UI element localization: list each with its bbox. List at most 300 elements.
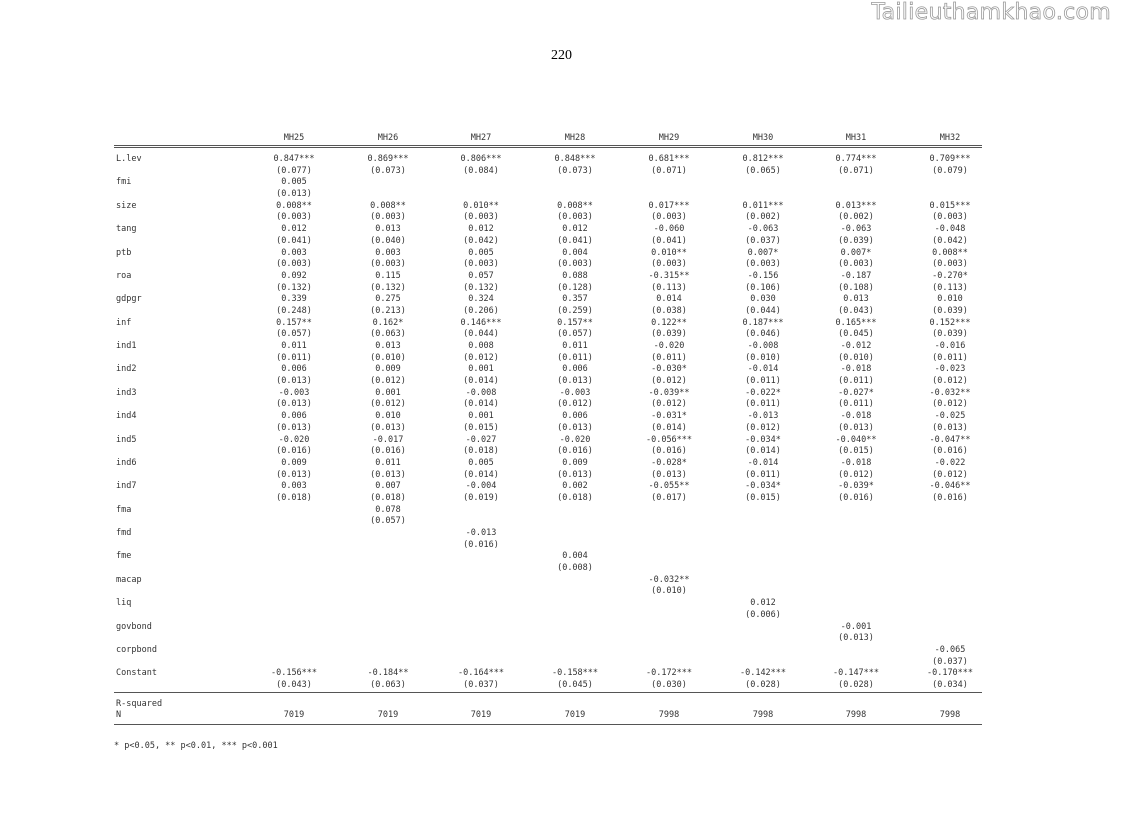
coefficient-row — [114, 248, 982, 260]
variable-label: ind7 — [116, 481, 137, 492]
variable-label: Constant — [116, 668, 157, 679]
rsquared-label: R-squared — [116, 698, 163, 709]
coefficient-cell: -0.040** — [835, 434, 877, 445]
variable-label: roa — [116, 270, 132, 281]
standard-error-row — [114, 283, 982, 295]
standard-error-cell: (0.012) — [463, 352, 499, 363]
coefficient-cell: -0.164*** — [457, 668, 505, 679]
coefficient-cell: 0.152*** — [929, 317, 971, 328]
coefficient-cell: -0.008 — [747, 341, 779, 351]
n-value: 7998 — [939, 710, 961, 721]
standard-error-row — [114, 236, 982, 248]
coefficient-row — [114, 364, 982, 376]
standard-error-row — [114, 376, 982, 388]
variable-label: ind5 — [116, 434, 137, 445]
significance-footnote: * p<0.05, ** p<0.01, *** p<0.001 — [114, 741, 278, 751]
standard-error-cell: (0.002) — [745, 212, 781, 223]
standard-error-cell: (0.017) — [651, 492, 687, 503]
coefficient-row — [114, 435, 982, 447]
standard-error-cell: (0.012) — [370, 399, 406, 410]
n-row — [114, 710, 982, 722]
standard-error-cell: (0.213) — [370, 305, 406, 316]
coefficient-cell: -0.031* — [651, 411, 687, 422]
coefficient-cell: 0.006 — [281, 364, 307, 375]
standard-error-cell: (0.016) — [838, 492, 874, 503]
standard-error-cell: (0.014) — [463, 376, 499, 387]
coefficient-cell: 0.008** — [370, 200, 406, 211]
coefficient-cell: -0.063 — [840, 224, 872, 235]
coefficient-cell: -0.156*** — [270, 668, 318, 679]
regression-table — [114, 131, 982, 725]
standard-error-cell: (0.008) — [557, 563, 593, 574]
standard-error-cell: (0.019) — [463, 492, 499, 503]
coefficient-cell: -0.184** — [367, 668, 409, 679]
coefficient-cell: 0.010** — [651, 247, 687, 258]
coefficient-cell: 0.005 — [468, 457, 494, 468]
standard-error-cell: (0.106) — [745, 282, 781, 293]
standard-error-cell: (0.003) — [370, 259, 406, 270]
coefficient-cell: 0.812*** — [742, 154, 784, 164]
coefficient-cell: 0.165*** — [835, 317, 877, 328]
coefficient-cell: -0.025 — [934, 411, 966, 422]
coefficient-cell: 0.015*** — [929, 200, 971, 211]
coefficient-cell: 0.001 — [468, 411, 494, 422]
variable-label: ind1 — [116, 341, 137, 351]
standard-error-cell: (0.206) — [463, 305, 499, 316]
coefficient-row — [114, 481, 982, 493]
standard-error-cell: (0.132) — [463, 282, 499, 293]
standard-error-row — [114, 189, 982, 201]
standard-error-cell: (0.079) — [932, 165, 968, 176]
standard-error-cell: (0.039) — [838, 235, 874, 246]
coefficient-row — [114, 411, 982, 423]
coefficient-cell: 0.014 — [656, 294, 682, 305]
standard-error-row — [114, 610, 982, 622]
coefficient-cell: -0.039** — [648, 387, 690, 398]
coefficient-row — [114, 271, 982, 283]
coefficient-cell: -0.063 — [747, 224, 779, 235]
standard-error-row — [114, 306, 982, 318]
coefficient-cell: -0.013 — [465, 528, 497, 538]
standard-error-cell: (0.038) — [651, 305, 687, 316]
standard-error-row — [114, 563, 982, 575]
standard-error-cell: (0.003) — [932, 212, 968, 223]
standard-error-row — [114, 353, 982, 365]
standard-error-cell: (0.016) — [463, 539, 499, 550]
standard-error-cell: (0.016) — [651, 446, 687, 457]
standard-error-cell: (0.010) — [745, 352, 781, 363]
standard-error-cell: (0.013) — [276, 376, 312, 387]
coefficient-cell: -0.032** — [648, 574, 690, 585]
standard-error-cell: (0.003) — [370, 212, 406, 223]
standard-error-cell: (0.012) — [838, 469, 874, 480]
standard-error-cell: (0.003) — [463, 259, 499, 270]
standard-error-cell: (0.018) — [463, 446, 499, 457]
standard-error-cell: (0.128) — [557, 282, 593, 293]
standard-error-cell: (0.010) — [651, 586, 687, 597]
standard-error-cell: (0.108) — [838, 282, 874, 293]
rsquared-row — [114, 699, 982, 711]
standard-error-cell: (0.057) — [370, 516, 406, 527]
coefficient-cell: 0.008** — [276, 200, 312, 211]
variable-label: fma — [116, 504, 132, 515]
coefficient-row — [114, 341, 982, 353]
coefficient-cell: -0.014 — [747, 364, 779, 375]
coefficient-cell: -0.158*** — [551, 668, 599, 679]
standard-error-cell: (0.011) — [651, 352, 687, 363]
standard-error-row — [114, 633, 982, 645]
coefficient-row — [114, 551, 982, 563]
coefficient-cell: -0.027 — [465, 434, 497, 445]
coefficient-cell: 0.008** — [932, 247, 968, 258]
coefficient-cell: -0.022 — [934, 457, 966, 468]
coefficient-cell: 0.002 — [562, 481, 588, 492]
standard-error-cell: (0.014) — [745, 446, 781, 457]
standard-error-cell: (0.041) — [651, 235, 687, 246]
standard-error-cell: (0.039) — [651, 329, 687, 340]
standard-error-cell: (0.045) — [557, 679, 593, 690]
standard-error-cell: (0.013) — [838, 633, 874, 644]
coefficient-cell: 0.004 — [562, 247, 588, 258]
coefficient-cell: -0.039* — [838, 481, 874, 492]
coefficient-cell: 0.008 — [468, 341, 494, 351]
n-value: 7998 — [845, 710, 867, 721]
variable-label: gdpgr — [116, 294, 142, 305]
coefficient-cell: -0.027* — [838, 387, 874, 398]
coefficient-cell: 0.009 — [281, 457, 307, 468]
standard-error-row — [114, 540, 982, 552]
coefficient-cell: 0.013 — [375, 341, 401, 351]
standard-error-cell: (0.065) — [745, 165, 781, 176]
coefficient-cell: -0.020 — [559, 434, 591, 445]
coefficient-row — [114, 645, 982, 657]
standard-error-cell: (0.013) — [557, 422, 593, 433]
standard-error-cell: (0.037) — [932, 656, 968, 667]
standard-error-cell: (0.039) — [932, 305, 968, 316]
coefficient-cell: 0.012 — [562, 224, 588, 235]
standard-error-cell: (0.028) — [745, 679, 781, 690]
standard-error-cell: (0.012) — [932, 399, 968, 410]
n-value: 7019 — [564, 710, 586, 721]
coefficient-cell: -0.028* — [651, 457, 687, 468]
standard-error-cell: (0.045) — [838, 329, 874, 340]
coefficient-cell: -0.018 — [840, 457, 872, 468]
variable-label: macap — [116, 574, 142, 585]
standard-error-cell: (0.037) — [745, 235, 781, 246]
coefficient-cell: 0.001 — [468, 364, 494, 375]
coefficient-cell: 0.011*** — [742, 200, 784, 211]
standard-error-cell: (0.003) — [838, 259, 874, 270]
coefficient-cell: 0.012 — [750, 598, 776, 609]
coefficient-cell: 0.011 — [375, 457, 401, 468]
standard-error-cell: (0.028) — [838, 679, 874, 690]
standard-error-cell: (0.015) — [838, 446, 874, 457]
coefficient-cell: 0.078 — [375, 504, 401, 515]
standard-error-row — [114, 423, 982, 435]
coefficient-cell: 0.092 — [281, 270, 307, 281]
coefficient-cell: 0.004 — [562, 551, 588, 562]
standard-error-cell: (0.071) — [838, 165, 874, 176]
standard-error-cell: (0.015) — [745, 492, 781, 503]
coefficient-row — [114, 388, 982, 400]
coefficient-cell: -0.047** — [929, 434, 971, 445]
coefficient-cell: -0.187 — [840, 270, 872, 281]
standard-error-row — [114, 516, 982, 528]
n-value: 7019 — [377, 710, 399, 721]
coefficient-cell: 0.869*** — [367, 154, 409, 164]
coefficient-cell: -0.172*** — [645, 668, 693, 679]
coefficient-cell: 0.806*** — [460, 154, 502, 164]
coefficient-cell: 0.275 — [375, 294, 401, 305]
coefficient-cell: 0.339 — [281, 294, 307, 305]
coefficient-cell: -0.034* — [745, 481, 781, 492]
standard-error-cell: (0.003) — [276, 212, 312, 223]
coefficient-cell: 0.013 — [375, 224, 401, 235]
standard-error-cell: (0.003) — [932, 259, 968, 270]
coefficient-cell: 0.057 — [468, 270, 494, 281]
coefficient-cell: 0.774*** — [835, 154, 877, 164]
coefficient-cell: -0.032** — [929, 387, 971, 398]
standard-error-cell: (0.013) — [370, 469, 406, 480]
coefficient-row — [114, 177, 982, 189]
n-value: 7998 — [658, 710, 680, 721]
variable-label: fme — [116, 551, 132, 562]
coefficient-cell: 0.009 — [375, 364, 401, 375]
standard-error-row — [114, 470, 982, 482]
standard-error-cell: (0.003) — [651, 259, 687, 270]
coefficient-cell: 0.848*** — [554, 154, 596, 164]
coefficient-cell: -0.060 — [653, 224, 685, 235]
variable-label: govbond — [116, 621, 152, 632]
coefficient-cell: 0.006 — [562, 411, 588, 422]
standard-error-cell: (0.010) — [838, 352, 874, 363]
n-value: 7019 — [283, 710, 305, 721]
standard-error-row — [114, 399, 982, 411]
standard-error-cell: (0.011) — [838, 399, 874, 410]
standard-error-cell: (0.013) — [557, 469, 593, 480]
coefficient-cell: 0.006 — [562, 364, 588, 375]
standard-error-cell: (0.002) — [838, 212, 874, 223]
standard-error-cell: (0.012) — [932, 469, 968, 480]
standard-error-cell: (0.013) — [557, 376, 593, 387]
coefficient-cell: 0.030 — [750, 294, 776, 305]
standard-error-cell: (0.011) — [745, 399, 781, 410]
coefficient-cell: 0.011 — [281, 341, 307, 351]
coefficient-cell: 0.115 — [375, 270, 401, 281]
standard-error-cell: (0.084) — [463, 165, 499, 176]
standard-error-cell: (0.003) — [557, 212, 593, 223]
column-header-row — [114, 131, 982, 145]
coefficient-cell: -0.012 — [840, 341, 872, 351]
standard-error-cell: (0.041) — [276, 235, 312, 246]
coefficient-cell: 0.006 — [281, 411, 307, 422]
column-header: MH31 — [845, 133, 867, 143]
standard-error-cell: (0.010) — [370, 352, 406, 363]
column-header: MH28 — [564, 133, 586, 143]
standard-error-cell: (0.013) — [276, 422, 312, 433]
standard-error-cell: (0.011) — [276, 352, 312, 363]
variable-label: tang — [116, 224, 137, 235]
coefficient-cell: -0.016 — [934, 341, 966, 351]
coefficient-row — [114, 575, 982, 587]
coefficient-cell: 0.007* — [840, 247, 872, 258]
coefficient-cell: -0.147*** — [832, 668, 880, 679]
coefficient-cell: -0.017 — [372, 434, 404, 445]
standard-error-cell: (0.003) — [276, 259, 312, 270]
standard-error-cell: (0.113) — [651, 282, 687, 293]
variable-label: size — [116, 200, 137, 211]
standard-error-cell: (0.034) — [932, 679, 968, 690]
standard-error-cell: (0.042) — [463, 235, 499, 246]
coefficient-cell: 0.003 — [281, 247, 307, 258]
standard-error-cell: (0.013) — [932, 422, 968, 433]
coefficient-cell: 0.012 — [468, 224, 494, 235]
standard-error-cell: (0.018) — [370, 492, 406, 503]
standard-error-cell: (0.014) — [651, 422, 687, 433]
variable-label: ptb — [116, 247, 132, 258]
standard-error-cell: (0.041) — [557, 235, 593, 246]
coefficient-cell: -0.018 — [840, 364, 872, 375]
standard-error-cell: (0.003) — [745, 259, 781, 270]
n-label: N — [116, 710, 122, 721]
variable-label: ind3 — [116, 387, 137, 398]
standard-error-cell: (0.015) — [463, 422, 499, 433]
coefficient-cell: -0.034* — [745, 434, 781, 445]
variable-label: L.lev — [116, 154, 142, 164]
column-header: MH30 — [752, 133, 774, 143]
standard-error-cell: (0.011) — [557, 352, 593, 363]
standard-error-cell: (0.011) — [838, 376, 874, 387]
coefficient-cell: 0.003 — [281, 481, 307, 492]
coefficient-cell: -0.030* — [651, 364, 687, 375]
coefficient-row — [114, 622, 982, 634]
standard-error-cell: (0.259) — [557, 305, 593, 316]
coefficient-cell: 0.088 — [562, 270, 588, 281]
coefficient-cell: 0.007* — [747, 247, 779, 258]
coefficient-cell: 0.003 — [375, 247, 401, 258]
standard-error-cell: (0.042) — [932, 235, 968, 246]
coefficient-cell: -0.056*** — [645, 434, 693, 445]
coefficient-cell: 0.010 — [375, 411, 401, 422]
standard-error-row — [114, 493, 982, 505]
coefficient-cell: -0.065 — [934, 644, 966, 655]
standard-error-cell: (0.016) — [276, 446, 312, 457]
coefficient-cell: -0.023 — [934, 364, 966, 375]
standard-error-cell: (0.016) — [370, 446, 406, 457]
coefficient-cell: -0.008 — [465, 387, 497, 398]
column-header: MH32 — [939, 133, 961, 143]
standard-error-row — [114, 586, 982, 598]
coefficient-row — [114, 154, 982, 166]
standard-error-cell: (0.073) — [557, 165, 593, 176]
coefficient-cell: 0.012 — [281, 224, 307, 235]
coefficient-cell: -0.315** — [648, 270, 690, 281]
standard-error-cell: (0.016) — [932, 492, 968, 503]
coefficient-cell: 0.681*** — [648, 154, 690, 164]
coefficient-cell: -0.055** — [648, 481, 690, 492]
standard-error-cell: (0.040) — [370, 235, 406, 246]
standard-error-cell: (0.018) — [276, 492, 312, 503]
coefficient-cell: 0.324 — [468, 294, 494, 305]
standard-error-cell: (0.003) — [651, 212, 687, 223]
standard-error-cell: (0.063) — [370, 329, 406, 340]
coefficient-cell: -0.048 — [934, 224, 966, 235]
standard-error-cell: (0.013) — [838, 422, 874, 433]
standard-error-cell: (0.012) — [932, 376, 968, 387]
coefficient-cell: -0.003 — [559, 387, 591, 398]
standard-error-cell: (0.013) — [276, 189, 312, 200]
bottom-rule — [114, 724, 982, 725]
coefficient-cell: 0.007 — [375, 481, 401, 492]
table-body — [114, 154, 982, 692]
standard-error-cell: (0.018) — [557, 492, 593, 503]
n-value: 7019 — [470, 710, 492, 721]
coefficient-row — [114, 668, 982, 680]
coefficient-cell: -0.020 — [653, 341, 685, 351]
watermark: Tailieuthamkhao.com — [871, 0, 1111, 25]
standard-error-cell: (0.016) — [932, 446, 968, 457]
coefficient-cell: -0.270* — [932, 270, 968, 281]
coefficient-cell: 0.009 — [562, 457, 588, 468]
page-number: 220 — [551, 48, 572, 63]
standard-error-cell: (0.012) — [651, 399, 687, 410]
coefficient-cell: -0.001 — [840, 621, 872, 632]
standard-error-cell: (0.013) — [276, 469, 312, 480]
standard-error-cell: (0.043) — [838, 305, 874, 316]
standard-error-row — [114, 212, 982, 224]
variable-label: ind4 — [116, 411, 137, 422]
standard-error-cell: (0.057) — [276, 329, 312, 340]
coefficient-cell: 0.013*** — [835, 200, 877, 211]
variable-label: fmi — [116, 177, 132, 188]
standard-error-cell: (0.044) — [745, 305, 781, 316]
standard-error-cell: (0.132) — [370, 282, 406, 293]
standard-error-cell: (0.011) — [745, 469, 781, 480]
coefficient-row — [114, 224, 982, 236]
standard-error-row — [114, 680, 982, 692]
coefficient-cell: -0.046** — [929, 481, 971, 492]
standard-error-row — [114, 329, 982, 341]
coefficient-cell: -0.013 — [747, 411, 779, 422]
coefficient-cell: 0.005 — [281, 177, 307, 188]
coefficient-cell: -0.003 — [278, 387, 310, 398]
coefficient-cell: 0.709*** — [929, 154, 971, 164]
variable-label: ind2 — [116, 364, 137, 375]
standard-error-cell: (0.013) — [651, 469, 687, 480]
standard-error-cell: (0.037) — [463, 679, 499, 690]
column-header: MH25 — [283, 133, 305, 143]
standard-error-cell: (0.012) — [745, 422, 781, 433]
column-header: MH27 — [470, 133, 492, 143]
coefficient-cell: 0.001 — [375, 387, 401, 398]
coefficient-cell: -0.020 — [278, 434, 310, 445]
coefficient-row — [114, 505, 982, 517]
coefficient-cell: -0.022* — [745, 387, 781, 398]
standard-error-cell: (0.030) — [651, 679, 687, 690]
coefficient-row — [114, 318, 982, 330]
coefficient-cell: -0.018 — [840, 411, 872, 422]
coefficient-cell: 0.157** — [557, 317, 593, 328]
standard-error-cell: (0.014) — [463, 399, 499, 410]
variable-label: fmd — [116, 528, 132, 538]
coefficient-cell: -0.142*** — [739, 668, 787, 679]
coefficient-cell: 0.010** — [463, 200, 499, 211]
coefficient-cell: 0.146*** — [460, 317, 502, 328]
coefficient-cell: -0.156 — [747, 270, 779, 281]
standard-error-cell: (0.113) — [932, 282, 968, 293]
column-header: MH26 — [377, 133, 399, 143]
standard-error-cell: (0.132) — [276, 282, 312, 293]
